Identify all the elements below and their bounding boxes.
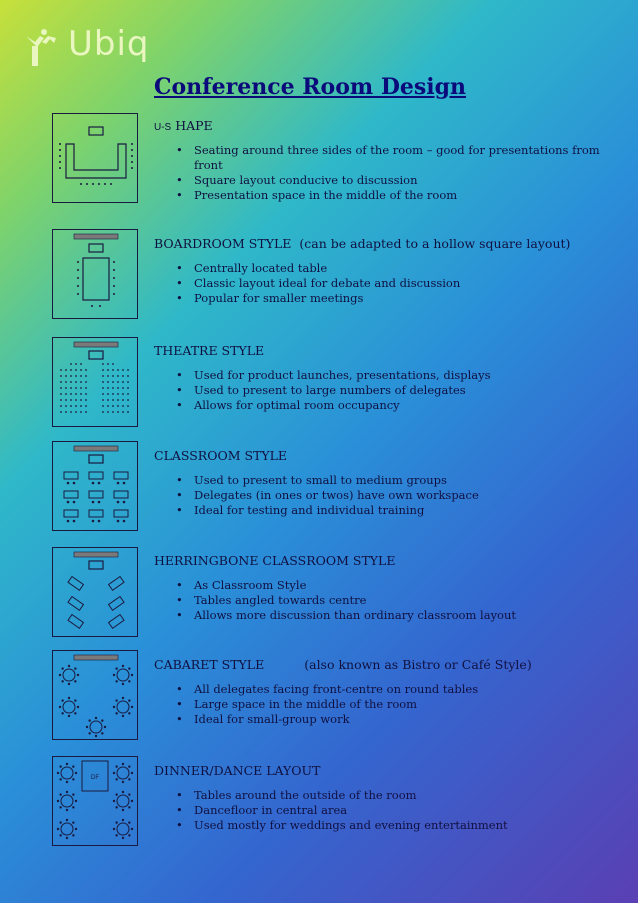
section-note: (can be adapted to a hollow square layout)	[299, 236, 571, 251]
list-item: • Ideal for small-group work	[176, 712, 614, 727]
list-item: • Allows more discussion than ordinary classroom layout	[176, 608, 614, 623]
list-item: • Dancefloor in central area	[176, 803, 614, 818]
section-title: HERRINGBONE CLASSROOM STYLE	[154, 553, 396, 568]
list-item: • Square layout conducive to discussion	[176, 173, 614, 188]
u-shape-diagram	[52, 113, 138, 203]
list-item: • Used for product launches, presentations, displays	[176, 368, 614, 383]
section-dinner-dance	[154, 763, 614, 833]
section-cabaret	[154, 657, 614, 727]
cabaret-diagram	[52, 650, 138, 740]
section-title: BOARDROOM STYLE	[154, 236, 292, 251]
page-title: Conference Room Design	[154, 74, 467, 100]
classroom-diagram	[52, 441, 138, 531]
list-item: • Allows for optimal room occupancy	[176, 398, 614, 413]
list-item: • As Classroom Style	[176, 578, 614, 593]
list-item: • Popular for smaller meetings	[176, 291, 614, 306]
section-title: CLASSROOM STYLE	[154, 448, 288, 463]
section-title: CABARET STYLE	[154, 657, 265, 672]
list-item: • Tables around the outside of the room	[176, 788, 614, 803]
list-item: • Used to present to small to medium groups	[176, 473, 614, 488]
section-note: (also known as Bistro or Café Style)	[304, 657, 532, 672]
list-item: • Delegates (in ones or twos) have own workspace	[176, 488, 614, 503]
list-item: • Used to present to large numbers of delegates	[176, 383, 614, 398]
section-title: THEATRE STYLE	[154, 343, 265, 358]
dinner-dance-diagram	[52, 756, 138, 846]
list-item: • Classic layout ideal for debate and discussion	[176, 276, 614, 291]
boardroom-diagram	[52, 229, 138, 319]
section-u-shape	[154, 118, 614, 203]
section-title: DINNER/DANCE LAYOUT	[154, 763, 321, 778]
list-item: • Tables angled towards centre	[176, 593, 614, 608]
dancefloor-label: DF	[91, 775, 99, 781]
list-item: • Used mostly for weddings and evening entertainment	[176, 818, 614, 833]
section-classroom	[154, 448, 614, 518]
section-boardroom	[154, 236, 614, 306]
list-item: • Ideal for testing and individual training	[176, 503, 614, 518]
brand-name: Ubiq	[68, 24, 150, 64]
section-title: HAPE	[175, 118, 213, 133]
list-item: • All delegates facing front-centre on round tables	[176, 682, 614, 697]
section-theatre	[154, 343, 614, 413]
list-item: • Centrally located table	[176, 261, 614, 276]
theatre-diagram	[52, 337, 138, 427]
list-item: • Presentation space in the middle of the room	[176, 188, 614, 203]
list-item: • Large space in the middle of the room	[176, 697, 614, 712]
list-item: • Seating around three sides of the room – good for presentations from front	[176, 143, 614, 173]
section-title-prefix: U-S	[154, 122, 172, 133]
herringbone-diagram	[52, 547, 138, 637]
section-herringbone	[154, 553, 614, 623]
